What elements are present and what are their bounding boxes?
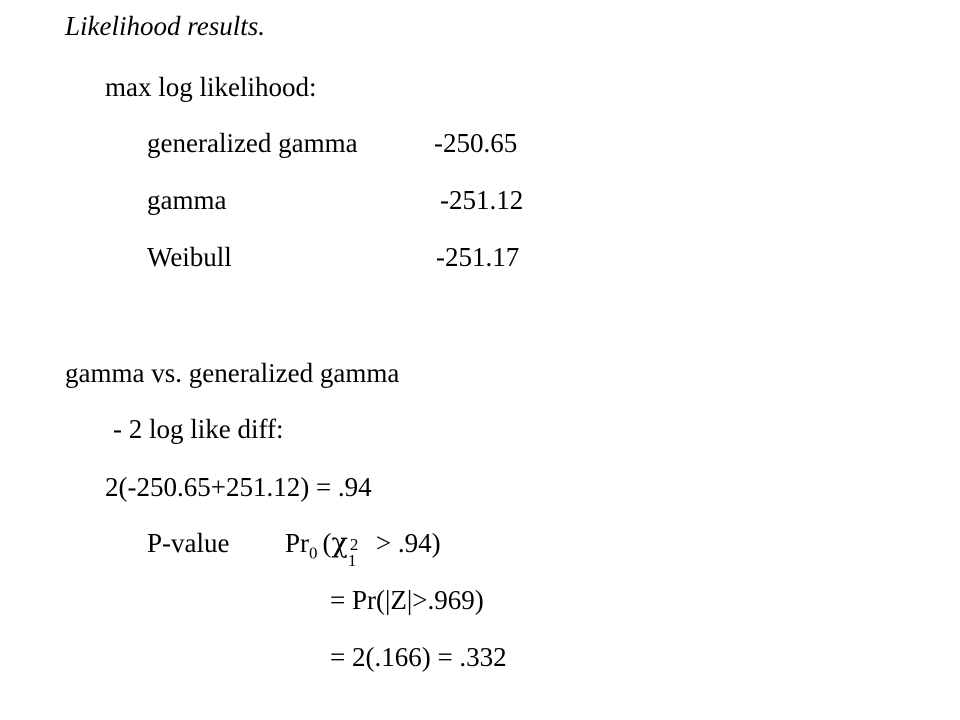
- pvalue-line-3: = 2(.166) = .332: [330, 642, 507, 672]
- chi-indices: 2 1: [347, 535, 359, 570]
- log-like-diff-label: - 2 log like diff:: [113, 414, 284, 444]
- pvalue-expression: [285, 528, 441, 570]
- model-name-gamma: gamma: [147, 185, 227, 215]
- pvalue-label: P-value: [147, 528, 230, 558]
- pvalue-rest: > .94): [375, 528, 441, 558]
- model-name-generalized-gamma: generalized gamma: [147, 128, 358, 158]
- comparison-heading: gamma vs. generalized gamma: [65, 358, 400, 388]
- chi-symbol: χ: [331, 528, 348, 559]
- pvalue-line-2: = Pr(|Z|>.969): [330, 585, 484, 615]
- loglik-value-weibull: -251.17: [436, 242, 520, 272]
- loglik-value-generalized-gamma: -250.65: [434, 128, 518, 158]
- pvalue-pr: Pr: [285, 528, 310, 558]
- pvalue-null-subscript: 0: [309, 543, 318, 563]
- page-title: Likelihood results.: [65, 11, 265, 41]
- log-like-diff-calc: 2(-250.65+251.12) = .94: [105, 472, 372, 502]
- max-loglik-heading: max log likelihood:: [105, 72, 317, 102]
- model-name-weibull: Weibull: [147, 242, 232, 272]
- loglik-value-gamma: -251.12: [440, 185, 524, 215]
- pvalue-open-paren: (: [322, 528, 332, 558]
